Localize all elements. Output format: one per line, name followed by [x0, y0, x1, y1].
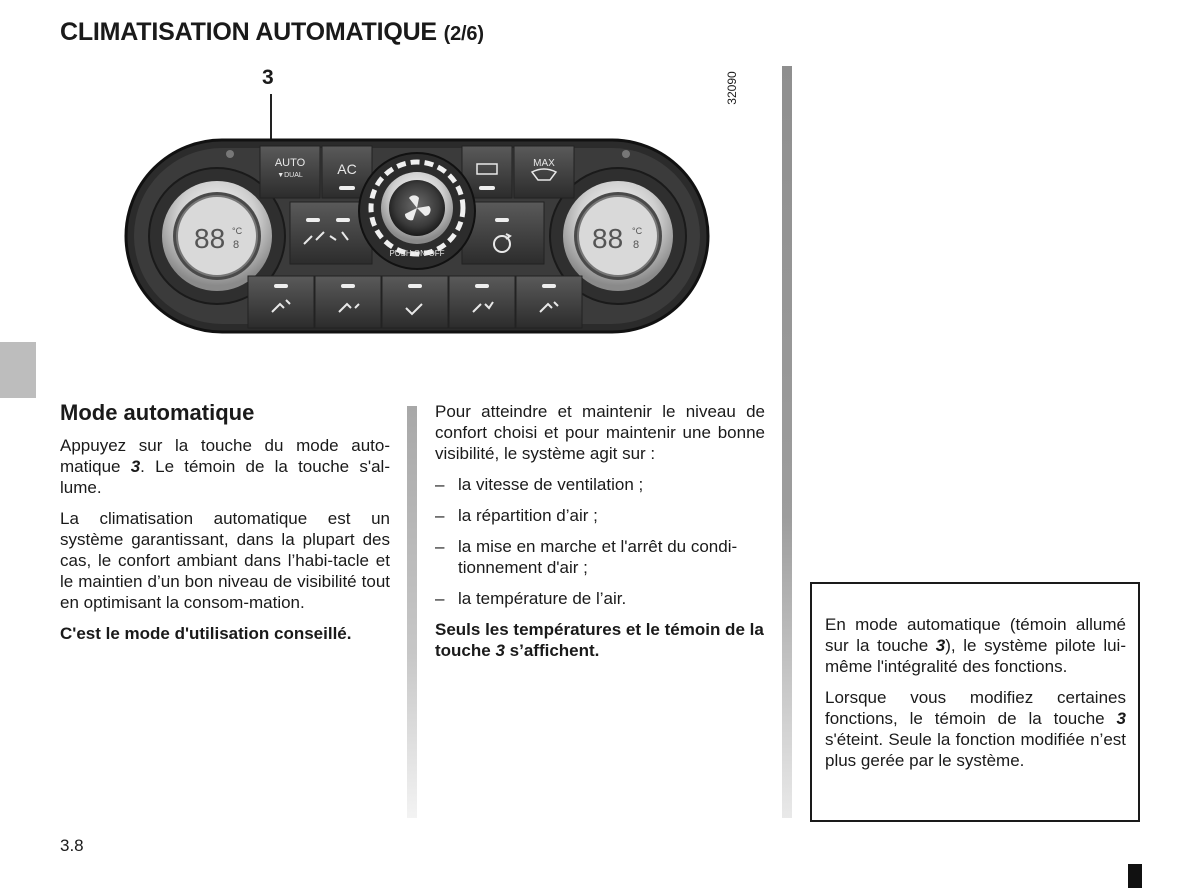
text: Lorsque vous modifiez certaines fonctions, le témoin de la touche — [825, 688, 1126, 728]
button-ref: 3 — [130, 457, 141, 476]
list-item — [435, 588, 765, 609]
dash: – — [435, 589, 445, 608]
fan-knob — [359, 153, 475, 269]
page-number: 3.8 — [60, 836, 84, 855]
max-label: MAX — [533, 158, 555, 169]
text: ), le système pilote lui-même l'intégralité des fonctions. — [825, 636, 1126, 676]
note-box — [810, 582, 1140, 822]
column-divider-bar — [407, 406, 417, 818]
right-temp-unit: °C — [632, 226, 643, 236]
paragraph: Pour atteindre et maintenir le niveau de confort choisi et pour maintenir une bonne visibilité, le système agit sur : — [435, 402, 765, 463]
text-column-middle — [435, 401, 765, 661]
list-item — [435, 536, 765, 578]
figure-callout-number: 3 — [262, 66, 274, 89]
corner-mark — [1128, 864, 1142, 888]
column-divider-bar — [782, 66, 792, 818]
emphasis-paragraph — [435, 619, 765, 661]
list-item-text: la mise en marche et l'arrêt du condi-tionnement d'air ; — [458, 537, 738, 577]
title-main: CLIMATISATION AUTOMATIQUE — [60, 18, 437, 46]
push-label: PUSH ON·OFF — [389, 249, 445, 258]
text-column-left — [60, 435, 390, 644]
page-title — [60, 18, 484, 47]
text: . Le témoin de la touche s'al-lume. — [60, 457, 390, 497]
paragraph: La climatisation automatique est un système garantissant, dans la plupart des cas, le confort ambiant dans l’habi-tacle et le maintien d’un bon niveau de visibilité tout en optimisant la consom-mation. — [60, 509, 390, 612]
list-item-text: la vitesse de ventilation ; — [458, 475, 644, 494]
list-item — [435, 505, 765, 526]
ac-label: AC — [337, 161, 357, 177]
climate-control-panel — [122, 136, 712, 336]
paragraph — [825, 614, 1126, 677]
chapter-tab — [0, 342, 36, 398]
text: En mode automatique (témoin allumé sur la touche — [825, 615, 1126, 655]
button-ref: 3 — [1116, 709, 1126, 728]
dash: – — [435, 537, 445, 556]
dual-label: ▼DUAL — [277, 172, 303, 179]
section-heading: Mode automatique — [60, 400, 255, 425]
text: Appuyez sur la touche du mode auto-matique — [60, 436, 390, 476]
text: Seuls les températures et le témoin de la touche — [435, 620, 764, 660]
list-item-text: la température de l’air. — [458, 589, 627, 608]
text: s’affichent. — [504, 641, 600, 660]
bottom-buttons-row — [248, 276, 582, 328]
title-suffix: (2/6) — [443, 23, 484, 45]
dash: – — [435, 475, 445, 494]
left-temp-unit: °C — [232, 226, 243, 236]
figure-reference-code: 32090 — [725, 71, 739, 105]
right-temp-display: 88 — [592, 223, 624, 254]
right-temp-unit2: 8 — [633, 239, 640, 251]
paragraph — [60, 435, 390, 498]
dash: – — [435, 506, 445, 525]
text: s'éteint. Seule la fonction modifiée n’est plus gerée par le système. — [825, 730, 1126, 770]
auto-label: AUTO — [274, 157, 306, 169]
list-item — [435, 474, 765, 495]
paragraph — [825, 687, 1126, 771]
left-temp-unit2: 8 — [233, 239, 240, 251]
auto-button — [260, 146, 320, 198]
list-item-text: la répartition d’air ; — [458, 506, 598, 525]
button-ref: 3 — [495, 641, 505, 660]
max-defrost-button — [514, 146, 574, 198]
emphasis-paragraph: C'est le mode d'utilisation conseillé. — [60, 624, 352, 643]
button-ref: 3 — [935, 636, 946, 655]
left-temp-display: 88 — [194, 223, 226, 254]
